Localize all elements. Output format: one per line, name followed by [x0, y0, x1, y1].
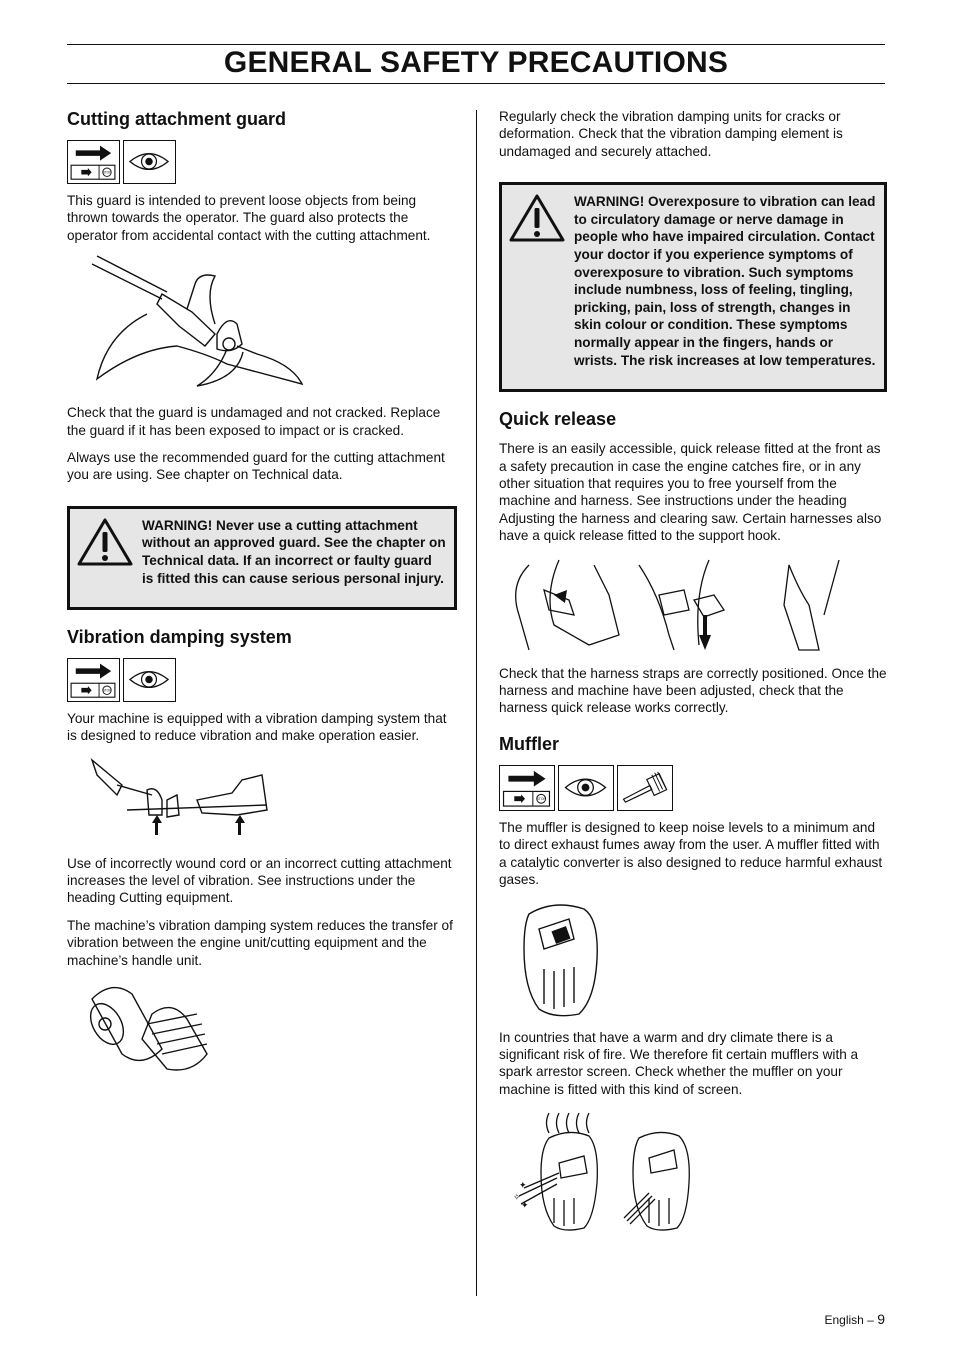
muffler-heading: Muffler [499, 733, 559, 754]
arrow-stop-icon [67, 658, 120, 702]
brush-icon [617, 765, 673, 811]
quick-release-illustration [499, 555, 859, 655]
guard-illustration [67, 254, 327, 394]
svg-text:✦: ✦ [519, 1181, 527, 1192]
warning-triangle-icon [508, 193, 566, 243]
eye-inspect-icon [123, 140, 176, 184]
page-header [67, 44, 885, 84]
page-footer [825, 1311, 886, 1327]
page-number: 9 [877, 1311, 885, 1327]
guard-paragraph-3: Always use the recommended guard for the cutting attachment you are using. See chapter on Technical data. [67, 450, 445, 483]
muffler-illustration [499, 899, 619, 1019]
right-column [499, 108, 887, 1248]
vibration-warning-box [499, 182, 887, 392]
guard-warning-box [67, 506, 457, 610]
quick-release-heading: Quick release [499, 409, 617, 430]
quick-release-paragraph-1: There is an easily accessible, quick release fitted at the front as a safety precaution in case the engine catches fire, or in any other situation that requires you to free yourself from the machine and harness. See instructions under the heading Adjusting the harness and clearing saw. Certain harnesses also have a quick release fitted to the support hook. [499, 441, 882, 544]
warning-triangle-icon [76, 517, 134, 567]
vibration-paragraph-1: Your machine is equipped with a vibration damping system that is designed to reduce vibration and make operation easier. [67, 710, 447, 744]
vibration-paragraph-3: The machine’s vibration damping system reduces the transfer of vibration between the engine unit/cutting equipment and the machine’s handle unit. [67, 917, 453, 968]
vibration-warning-text: WARNING! Overexposure to vibration can lead to circulatory damage or nerve damage in people who have impaired circulation. Contact your doctor if you experience symptoms of overexposure to vibration. Such symptoms include numbness, loss of feeling, tingling, pricking, pain, loss of strength, changes in skin colour or condition. These symptoms normally appear in the fingers, hands or wrists. The risk increases at low temperatures. [574, 194, 876, 368]
eye-inspect-icon [558, 765, 614, 811]
muffler-icon-group [499, 765, 887, 811]
footer-language: English [824, 1313, 864, 1327]
guard-warning-text: WARNING! Never use a cutting attachment without an approved guard. See the chapter on Technical data. If an incorrect or faulty guard is fitted this can cause serious personal injury. [142, 517, 446, 586]
vibration-heading: Vibration damping system [67, 626, 292, 647]
spark-arrestor-illustration [499, 1108, 729, 1238]
vibration-paragraph-2: Use of incorrectly wound cord or an incorrect cutting attachment increases the level of vibration. See instructions under the heading Cutting equipment. [67, 855, 452, 906]
vibration-icon-group [67, 658, 457, 702]
guard-heading: Cutting attachment guard [67, 109, 286, 129]
guard-paragraph-1: This guard is intended to prevent loose objects from being thrown towards the operator. The guard also protects the operator from accidental contact with the cutting attachment. [67, 193, 431, 243]
muffler-paragraph-1: The muffler is designed to keep noise levels to a minimum and to direct exhaust fumes away from the user. A muffler fitted with a catalytic converter is also designed to reduce harmful exhaust gases. [499, 819, 883, 888]
vibration-paragraph-4: Regularly check the vibration damping units for cracks or deformation. Check that the vibration damping element is undamaged and securely attached. [499, 109, 843, 159]
arrow-stop-icon [499, 765, 555, 811]
svg-text:✧: ✧ [513, 1193, 521, 1204]
guard-icon-group [67, 140, 457, 184]
eye-inspect-icon [123, 658, 176, 702]
svg-text:✦: ✦ [521, 1201, 529, 1212]
left-column [67, 108, 457, 1089]
footer-separator: – [863, 1313, 878, 1327]
quick-release-paragraph-2: Check that the harness straps are correctly positioned. Once the harness and machine have been adjusted, check that the harness quick release works correctly. [499, 665, 887, 716]
handle-vibration-illustration [67, 755, 287, 845]
page-title: GENERAL SAFETY PRECAUTIONS [223, 46, 729, 79]
arrow-stop-icon [67, 140, 120, 184]
damping-element-illustration [67, 979, 227, 1079]
guard-paragraph-2: Check that the guard is undamaged and not cracked. Replace the guard if it has been exposed to impact or is cracked. [67, 405, 441, 438]
column-divider [476, 110, 477, 1296]
muffler-paragraph-2: In countries that have a warm and dry climate there is a significant risk of fire. We therefore fit certain mufflers with a spark arrestor screen. Check whether the muffler on your machine is fitted with this kind of screen. [499, 1029, 859, 1097]
